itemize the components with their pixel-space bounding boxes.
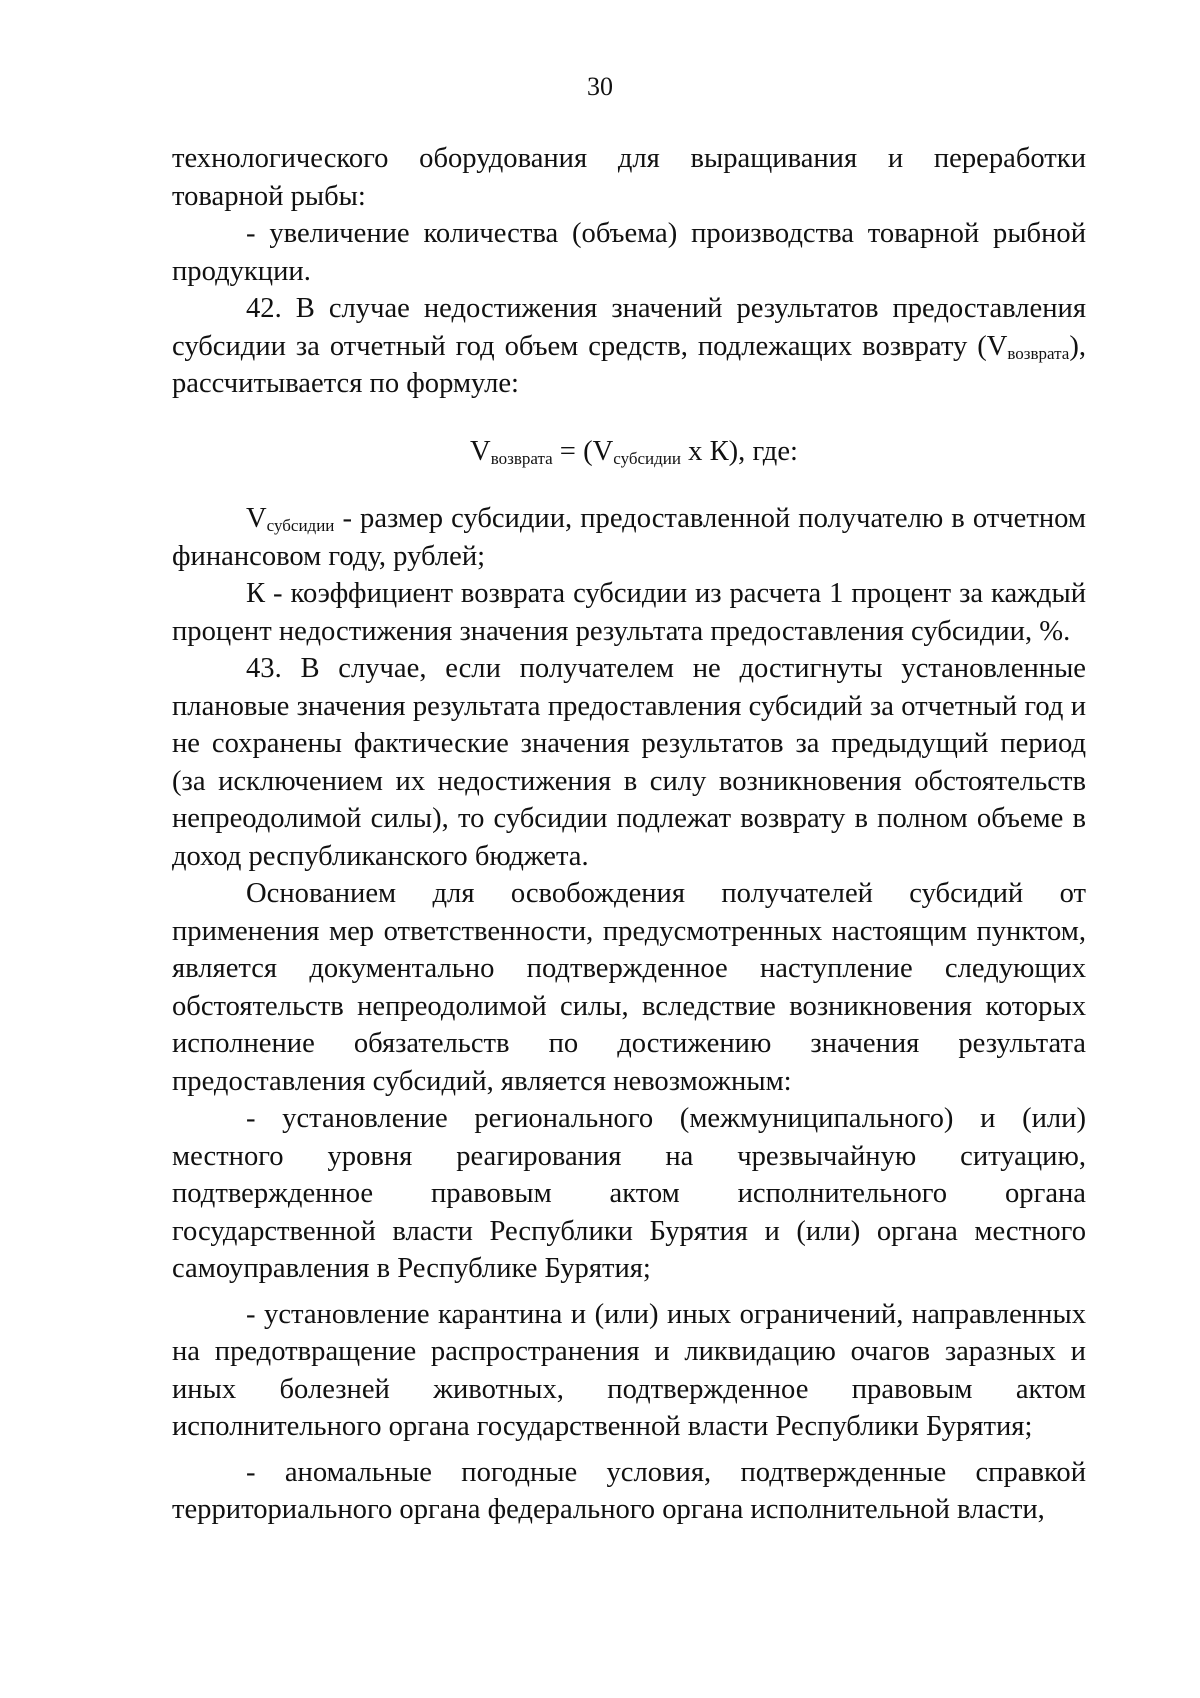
- v-subsidy-symbol: V: [246, 503, 267, 534]
- formula-tail: х К), где:: [680, 435, 798, 467]
- formula: [172, 433, 1086, 471]
- paragraph-k-definition: К - коэффициент возврата субсидии из расчета 1 процент за каждый процент недостижения значения результата предоставления субсидии, %.: [172, 578, 1086, 647]
- paragraph-grounds: Основанием для освобождения получателей субсидий от применения мер ответственности, предусмотренных настоящим пунктом, является документально подтвержденное наступление следующих обстоятельств непреодолимой силы, вследствие возникновения которых исполнение обязательств по достижению значения результата предоставления субсидий, является невозможным:: [172, 878, 1086, 1097]
- clause-42-tail: ), рассчитывается по формуле:: [172, 330, 1086, 399]
- v-subsidy-text: - размер субсидии, предоставленной получателю в отчетном финансовом году, рублей;: [172, 503, 1086, 572]
- paragraph-clause-42: [172, 290, 1086, 403]
- clause-42-subscript: возврата: [1007, 343, 1070, 363]
- clause-42-text: 42. В случае недостижения значений результатов предоставления субсидии за отчетный год объем средств, подлежащих возврату (V: [172, 293, 1086, 362]
- formula-equals: = (V: [552, 435, 614, 467]
- paragraph-grounds-item-emergency: - установление регионального (межмуниципального) и (или) местного уровня реагирования на чрезвычайную ситуацию, подтвержденное правовым актом исполнительного органа государственной власти Республики Бурятия и (или) органа местного самоуправления в Республике Бурятия;: [172, 1103, 1086, 1284]
- formula-v-return: V: [470, 435, 491, 467]
- paragraph-grounds-item-quarantine: - установление карантина и (или) иных ограничений, направленных на предотвращение распространения и ликвидацию очагов заразных и иных болезней животных, подтвержденное правовым актом исполнительного органа государственной власти Республики Бурятия;: [172, 1298, 1086, 1442]
- formula-v-subsidy-subscript: субсидии: [613, 448, 681, 468]
- document-body: [172, 140, 1086, 1529]
- paragraph-v-subsidy-definition: [172, 500, 1086, 575]
- paragraph-grounds-item-weather: - аномальные погодные условия, подтвержденные справкой территориального органа федерального органа исполнительной власти,: [172, 1456, 1086, 1525]
- page-number: 30: [587, 72, 613, 101]
- paragraph-clause-43: 43. В случае, если получателем не достигнуты установленные плановые значения результата предоставления субсидий за отчетный год и не сохранены фактические значения результатов за предыдущий период (за исключением их недостижения в силу возникновения обстоятельств непреодолимой силы), то субсидии подлежат возврату в полном объеме в доход республиканского бюджета.: [172, 653, 1086, 872]
- v-subsidy-subscript: субсидии: [266, 516, 335, 535]
- formula-v-return-subscript: возврата: [490, 448, 553, 468]
- paragraph-continuation: технологического оборудования для выращивания и переработки товарной рыбы:: [172, 143, 1086, 212]
- paragraph-result-item: - увеличение количества (объема) производства товарной рыбной продукции.: [172, 218, 1086, 287]
